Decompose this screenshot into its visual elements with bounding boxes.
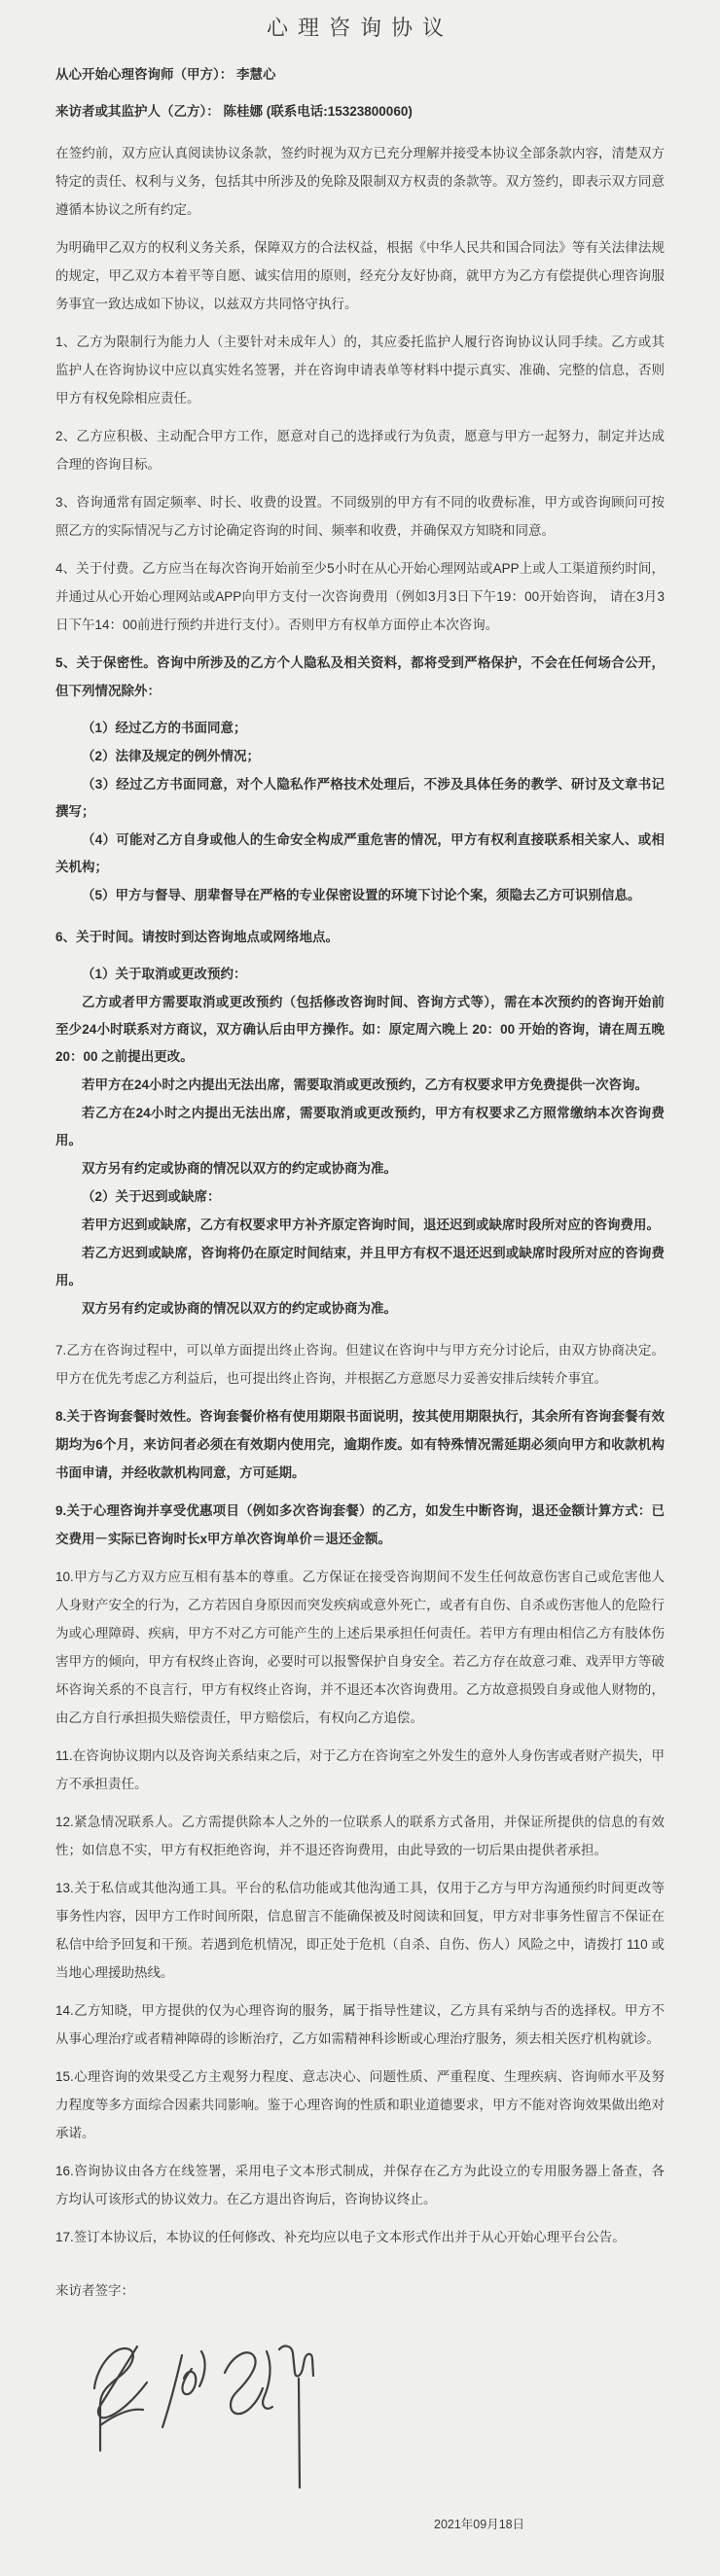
paragraph: （1）经过乙方的书面同意；	[82, 721, 247, 735]
paragraph: 4、关于付费。乙方应当在每次咨询开始前至少5小时在从心开始心理网站或APP上或人工渠道预约时间，并通过从心开始心理网站或APP向甲方支付一次咨询费用（例如3月3日下午19：00开始咨询， 请在3月3日下午14：00前进行预约并进行支付）。否则甲方有权单方面停止本次咨询。	[55, 561, 665, 632]
paragraph: 17.签订本协议后，本协议的任何修改、补充均应以电子文本形式作出并于从心开始心理平台公告。	[55, 2230, 626, 2244]
paragraph: 3、咨询通常有固定频率、时长、收费的设置。不同级别的甲方有不同的收费标准，甲方或咨询顾问可按照乙方的实际情况与乙方讨论确定咨询的时间、频率和收费，并确保双方知晓和同意。	[55, 495, 665, 538]
party-a-line: 从心开始心理咨询师（甲方）： 李慧心	[55, 67, 276, 82]
paragraph: 为明确甲乙双方的权利义务关系，保障双方的合法权益，根据《中华人民共和国合同法》等有关法律法规的规定，甲乙双方本着平等自愿、诚实信用的原则，经充分友好协商，就甲方为乙方有偿提供心理咨询服务事宜一致达成如下协议，以兹双方共同恪守执行。	[55, 240, 665, 311]
paragraph: 1、乙方为限制行为能力人（主要针对未成年人）的，其应委托监护人履行咨询协议认同手续。乙方或其监护人在咨询协议中应以真实姓名签署，并在咨询申请表单等材料中提示真实、准确、完整的信息，否则甲方有权免除相应责任。	[55, 335, 665, 406]
party-b-line: 来访者或其监护人（乙方）： 陈桂娜 (联系电话:15323800060)	[55, 104, 413, 119]
paragraph: 14.乙方知晓，甲方提供的仅为心理咨询的服务，属于指导性建议，乙方具有采纳与否的选择权。甲方不从事心理治疗或者精神障碍的诊断治疗，乙方如需精神科诊断或心理治疗服务，须去相关医疗机构就诊。	[55, 2003, 665, 2046]
paragraph: 在签约前，双方应认真阅读协议条款，签约时视为双方已充分理解并接受本协议全部条款内容，清楚双方特定的责任、权利与义务，包括其中所涉及的免除及限制双方权责的条款等。双方签约，即表示双方同意遵循本协议之所有约定。	[55, 146, 665, 217]
paragraph: 16.咨询协议由各方在线签署，采用电子文本形式制成，并保存在乙方为此设立的专用服务器上备查，各方均认可该形式的协议效力。在乙方退出咨询后，咨询协议终止。	[55, 2164, 665, 2206]
page-title: 心理咨询协议	[266, 16, 453, 40]
paragraph: （2）法律及规定的例外情况；	[82, 749, 261, 763]
paragraph: 7.乙方在咨询过程中，可以单方面提出终止咨询。但建议在咨询中与甲方充分讨论后，由双方协商决定。甲方在优先考虑乙方利益后，也可提出终止咨询，并根据乙方意愿尽力妥善安排后续转介事宜。	[55, 1343, 665, 1386]
paragraph: （4）可能对乙方自身或他人的生命安全构成严重危害的情况，甲方有权利直接联系相关家人、或相关机构；	[55, 832, 665, 874]
paragraph: 2、乙方应积极、主动配合甲方工作，愿意对自己的选择或行为负责，愿意与甲方一起努力，制定并达成合理的咨询目标。	[55, 429, 665, 472]
paragraph: 若乙方在24小时之内提出无法出席，需要取消或更改预约，甲方有权要求乙方照常缴纳本次咨询费用。	[55, 1106, 665, 1147]
paragraph: 13.关于私信或其他沟通工具。平台的私信功能或其他沟通工具，仅用于乙方与甲方沟通预约时间更改等事务性内容，因甲方工作时间所限，信息留言不能确保被及时阅读和回复，甲方对非事务性留言不保证在私信中给予回复和干预。若遇到危机情况，即正处于危机（自杀、自伤、伤人）风险之中，请拨打 110 或当地心理援助热线。	[55, 1881, 665, 1980]
paragraph: 11.在咨询协议期内以及咨询关系结束之后，对于乙方在咨询室之外发生的意外人身伤害或者财产损失，甲方不承担责任。	[55, 1748, 665, 1791]
paragraph: （1）关于取消或更改预约：	[82, 967, 247, 981]
signature-label: 来访者签字：	[55, 2283, 134, 2298]
paragraph: （3）经过乙方书面同意，对个人隐私作严格技术处理后，不涉及具体任务的教学、研讨及文章书记撰写；	[55, 777, 665, 819]
paragraph: （2）关于迟到或缺席：	[82, 1189, 221, 1204]
document-body	[55, 139, 665, 2251]
date-line: 2021年09月18日	[434, 2518, 525, 2531]
paragraph: 乙方或者甲方需要取消或更改预约（包括修改咨询时间、咨询方式等），需在本次预约的咨询开始前至少24小时联系对方商议，双方确认后由甲方操作。如：原定周六晚上 20：00 开始的咨询，请在周五晚 20：00 之前提出更改。	[55, 995, 665, 1064]
signature-scribble-icon	[87, 2332, 332, 2499]
paragraph: 9.关于心理咨询并享受优惠项目（例如多次咨询套餐）的乙方，如发生中断咨询，退还金额计算方式：已交费用－实际已咨询时长x甲方单次咨询单价＝退还金额。	[55, 1503, 665, 1546]
paragraph: 若甲方迟到或缺席，乙方有权要求甲方补齐原定咨询时间，退还迟到或缺席时段所对应的咨询费用。	[82, 1217, 660, 1232]
paragraph: 双方另有约定或协商的情况以双方的约定或协商为准。	[82, 1161, 397, 1176]
paragraph: 15.心理咨询的效果受乙方主观努力程度、意志决心、问题性质、严重程度、生理疾病、咨询师水平及努力程度等多方面综合因素共同影响。鉴于心理咨询的性质和职业道德要求，甲方不能对咨询效果做出绝对承诺。	[55, 2069, 665, 2140]
paragraph: 6、关于时间。请按时到达咨询地点或网络地点。	[55, 930, 340, 944]
paragraph: 5、关于保密性。咨询中所涉及的乙方个人隐私及相关资料，都将受到严格保护，不会在任何场合公开，但下列情况除外：	[55, 655, 665, 698]
handwritten-signature	[87, 2332, 332, 2499]
paragraph: 若甲方在24小时之内提出无法出席，需要取消或更改预约，乙方有权要求甲方免费提供一次咨询。	[82, 1077, 649, 1092]
paragraph: （5）甲方与督导、朋辈督导在严格的专业保密设置的环境下讨论个案，须隐去乙方可识别信息。	[82, 888, 641, 902]
paragraph: 双方另有约定或协商的情况以双方的约定或协商为准。	[82, 1301, 397, 1316]
paragraph: 8.关于咨询套餐时效性。咨询套餐价格有使用期限书面说明，按其使用期限执行，其余所有咨询套餐有效期均为6个月，来访问者必须在有效期内使用完，逾期作废。如有特殊情况需延期必须向甲方和收款机构书面申请，并经收款机构同意，方可延期。	[55, 1409, 665, 1480]
paragraph: 12.紧急情况联系人。乙方需提供除本人之外的一位联系人的联系方式备用，并保证所提供的信息的有效性；如信息不实，甲方有权拒绝咨询，并不退还咨询费用，由此导致的一切后果由提供者承担。	[55, 1815, 665, 1857]
paragraph: 若乙方迟到或缺席，咨询将仍在原定时间结束，并且甲方有权不退还迟到或缺席时段所对应的咨询费用。	[55, 1246, 665, 1288]
paragraph: 10.甲方与乙方双方应互相有基本的尊重。乙方保证在接受咨询期间不发生任何故意伤害自己或危害他人人身财产安全的行为，乙方若因自身原因而突发疾病或意外死亡，或者有自伤、自杀或伤害他人的危险行为或心理障碍、疾病，甲方不对乙方可能产生的上述后果承担任何责任。若甲方有理由相信乙方有肢体伤害甲方的倾向，甲方有权终止咨询，必要时可以报警保护自身安全。若乙方存在故意刁难、戏弄甲方等破坏咨询关系的不良言行，甲方有权终止咨询，并不退还本次咨询费用。乙方故意损毁自身或他人财物的，由乙方自行承担损失赔偿责任，甲方赔偿后，有权向乙方追偿。	[55, 1570, 665, 1725]
